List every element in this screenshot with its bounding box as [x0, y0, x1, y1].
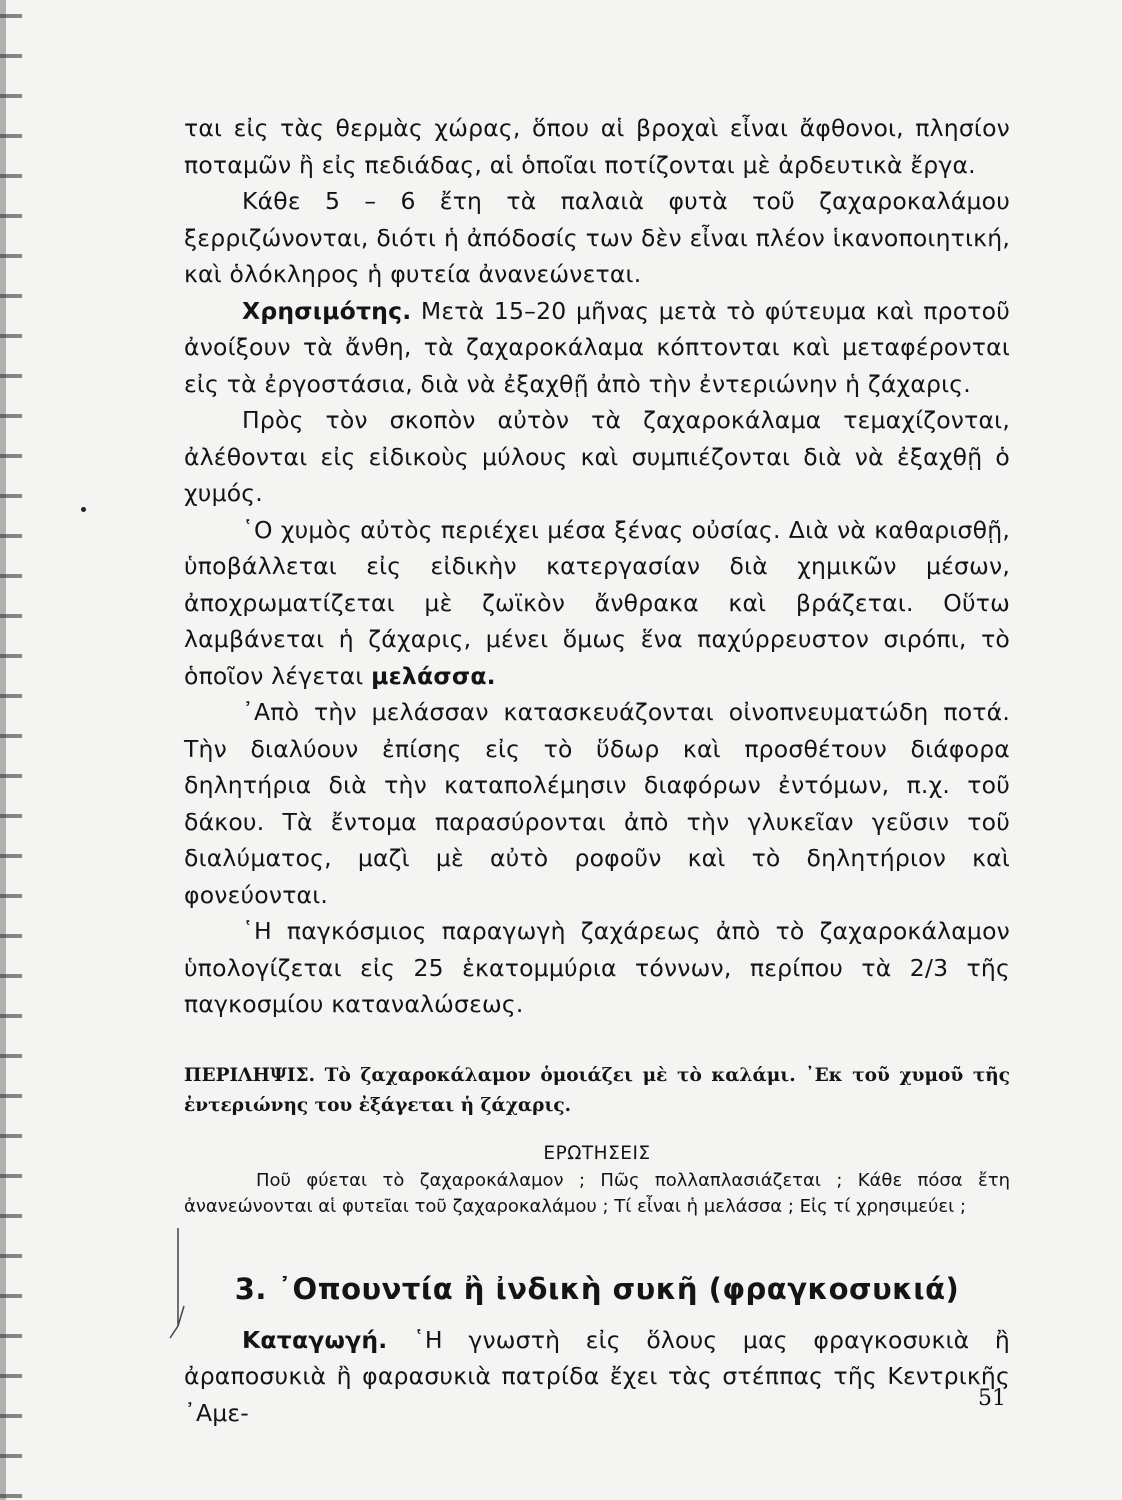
- page-shadow: [0, 0, 6, 1500]
- paragraph-5: [184, 512, 1010, 695]
- paragraph-3-text: Μετὰ 15–20 μῆνας μετὰ τὸ φύτευμα καὶ προτοῦ ἀνοίξουν τὰ ἄνθη, τὰ ζαχαροκάλαμα κόπτονται καὶ μεταφέρονται εἰς τὰ ἐργοστάσια, διὰ νὰ ἐξαχθῇ ἀπὸ τὴν ἐντεριώνην ἡ ζάχαρις.: [184, 296, 1010, 398]
- paragraph-4: Πρὸς τὸν σκοπὸν αὐτὸν τὰ ζαχαροκάλαμα τεμαχίζονται, ἀλέθονται εἰς εἰδικοὺς μύλους καὶ συμπιέζονται διὰ νὰ ἐξαχθῇ ὁ χυμός.: [184, 406, 1010, 507]
- section-paragraph: [184, 1322, 1010, 1432]
- usefulness-label: Χρησιμότης.: [242, 296, 412, 325]
- paragraph-7: ῾Η παγκόσμιος παραγωγὴ ζαχάρεως ἀπὸ τὸ ζαχαροκάλαμον ὑπολογίζεται εἰς 25 ἑκατομμύρια τόννων, περίπου τὰ 2/3 τῆς παγκοσμίου καταναλώσεως.: [184, 917, 1010, 1018]
- questions-heading: ΕΡΩΤΗΣΕΙΣ: [543, 1142, 651, 1164]
- paragraph-5-text: ῾Ο χυμὸς αὐτὸς περιέχει μέσα ξένας οὐσίας. Διὰ νὰ καθαρισθῇ, ὑποβάλλεται εἰς εἰδικὴν κατεργασίαν διὰ χημικῶν μέσων, ἀποχρωματίζεται μὲ ζωϊκὸν ἄνθρακα καὶ βράζεται. Οὕτω λαμβάνεται ἡ ζάχαρις, μένει ὅμως ἕνα παχύρρευστον σιρόπι, τὸ ὁποῖον λέγεται: [184, 515, 1010, 690]
- section-title: 3. ᾽Οπουντία ἢ ἰνδικὴ συκῆ (φραγκοσυκιά): [234, 1271, 960, 1306]
- page-content: [184, 110, 1010, 1431]
- questions-text: Ποῦ φύεται τὸ ζαχαροκάλαμον ; Πῶς πολλαπλασιάζεται ; Κάθε πόσα ἔτη ἀνανεώνονται αἱ φυτεῖαι τοῦ ζαχαροκαλάμου ; Τί εἶναι ἡ μελάσσα ; Εἰς τί χρησιμεύει ;: [184, 1169, 1010, 1217]
- ink-dot: [81, 507, 86, 512]
- paragraph-2: Κάθε 5 – 6 ἔτη τὰ παλαιὰ φυτὰ τοῦ ζαχαροκαλάμου ξερριζώνονται, διότι ἡ ἀπόδοσίς των δὲν εἶναι πλέον ἱκανοποιητική, καὶ ὁλόκληρος ἡ φυτεία ἀνανεώνεται.: [184, 187, 1010, 288]
- section-paragraph-text: ῾Η γνωστὴ εἰς ὅλους μας φραγκοσυκιὰ ἢ ἀραποσυκιὰ ἢ φαρασυκιὰ πατρίδα ἔχει τὰς στέππας τῆς Κεντρικῆς ᾽Αμε-: [184, 1325, 1010, 1427]
- pencil-margin-mark: [168, 1226, 188, 1346]
- paragraph-3: [184, 293, 1010, 403]
- molasses-term: μελάσσα.: [371, 661, 496, 690]
- paragraph-6: ᾽Απὸ τὴν μελάσσαν κατασκευάζονται οἰνοπνευματώδη ποτά. Τὴν διαλύουν ἐπίσης εἰς τὸ ὕδωρ καὶ προσθέτουν διάφορα δηλητήρια διὰ τὴν καταπολέμησιν διαφόρων ἐντόμων, π.χ. τοῦ δάκου. Τὰ ἔντομα παρασύρονται ἀπὸ τὴν γλυκεῖαν γεῦσιν τοῦ διαλύματος, μαζὶ μὲ αὐτὸ ροφοῦν καὶ τὸ δηλητήριον καὶ φονεύονται.: [184, 698, 1010, 909]
- summary: ΠΕΡΙΛΗΨΙΣ. Τὸ ζαχαροκάλαμον ὁμοιάζει μὲ τὸ καλάμι. ᾽Εκ τοῦ χυμοῦ τῆς ἐντεριώνης του ἐξάγεται ἡ ζάχαρις.: [184, 1064, 1010, 1116]
- paragraph-1: ται εἰς τὰς θερμὰς χώρας, ὅπου αἱ βροχαὶ εἶναι ἄφθονοι, πλησίον ποταμῶν ἢ εἰς πεδιάδας, αἱ ὁποῖαι ποτίζονται μὲ ἀρδευτικὰ ἔργα.: [184, 114, 1010, 179]
- page-number: 51: [978, 1386, 1006, 1411]
- origin-label: Καταγωγή.: [242, 1325, 388, 1354]
